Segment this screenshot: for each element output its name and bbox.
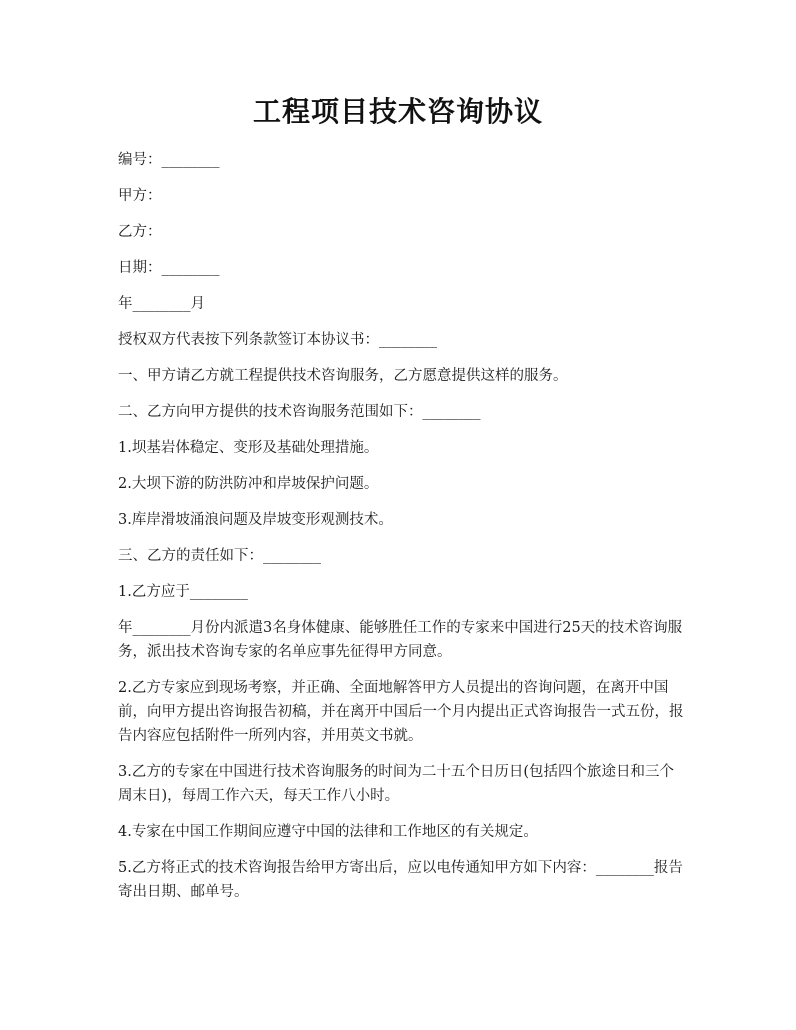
scope-item-1: 1.坝基岩体稳定、变形及基础处理措施。 — [118, 440, 379, 456]
year-month-line: 年________月 — [118, 296, 205, 312]
party-b-line: 乙方： — [118, 224, 162, 240]
contract-number-line: 编号：________ — [118, 152, 220, 168]
responsibility-item-1-start: 1.乙方应于________ — [118, 584, 248, 600]
responsibility-item-1-body: 年________月份内派遣3名身体健康、能够胜任工作的专家来中国进行25天的技术咨询服务，派出技术咨询专家的名单应事先征得甲方同意。 — [118, 620, 683, 660]
responsibility-item-5: 5.乙方将正式的技术咨询报告给甲方寄出后，应以电传通知甲方如下内容：________报告寄出日期、邮单号。 — [118, 860, 683, 900]
party-a-line: 甲方： — [118, 188, 162, 204]
date-line: 日期：________ — [118, 260, 220, 276]
scope-item-2: 2.大坝下游的防洪防冲和岸坡保护问题。 — [118, 476, 379, 492]
responsibility-item-2: 2.乙方专家应到现场考察，并正确、全面地解答甲方人员提出的咨询问题，在离开中国前，向甲方提出咨询报告初稿，并在离开中国后一个月内提出正式咨询报告一式五份，报告内容应包括附件一所列内容，并用英文书就。 — [118, 680, 684, 744]
section-two-heading: 二、乙方向甲方提供的技术咨询服务范围如下：________ — [118, 404, 481, 420]
authorization-clause: 授权双方代表按下列条款签订本协议书：________ — [118, 332, 437, 348]
responsibility-item-3: 3.乙方的专家在中国进行技术咨询服务的时间为二十五个日历日(包括四个旅途日和三个周末日)，每周工作六天，每天工作八小时。 — [118, 764, 674, 804]
section-three-heading: 三、乙方的责任如下：________ — [118, 548, 321, 564]
document-title: 工程项目技术咨询协议 — [252, 95, 543, 128]
section-one: 一、甲方请乙方就工程提供技术咨询服务，乙方愿意提供这样的服务。 — [118, 368, 568, 384]
responsibility-item-4: 4.专家在中国工作期间应遵守中国的法律和工作地区的有关规定。 — [118, 824, 538, 840]
document-body — [118, 148, 684, 916]
scope-item-3: 3.库岸滑坡涌浪问题及岸坡变形观测技术。 — [118, 512, 393, 528]
